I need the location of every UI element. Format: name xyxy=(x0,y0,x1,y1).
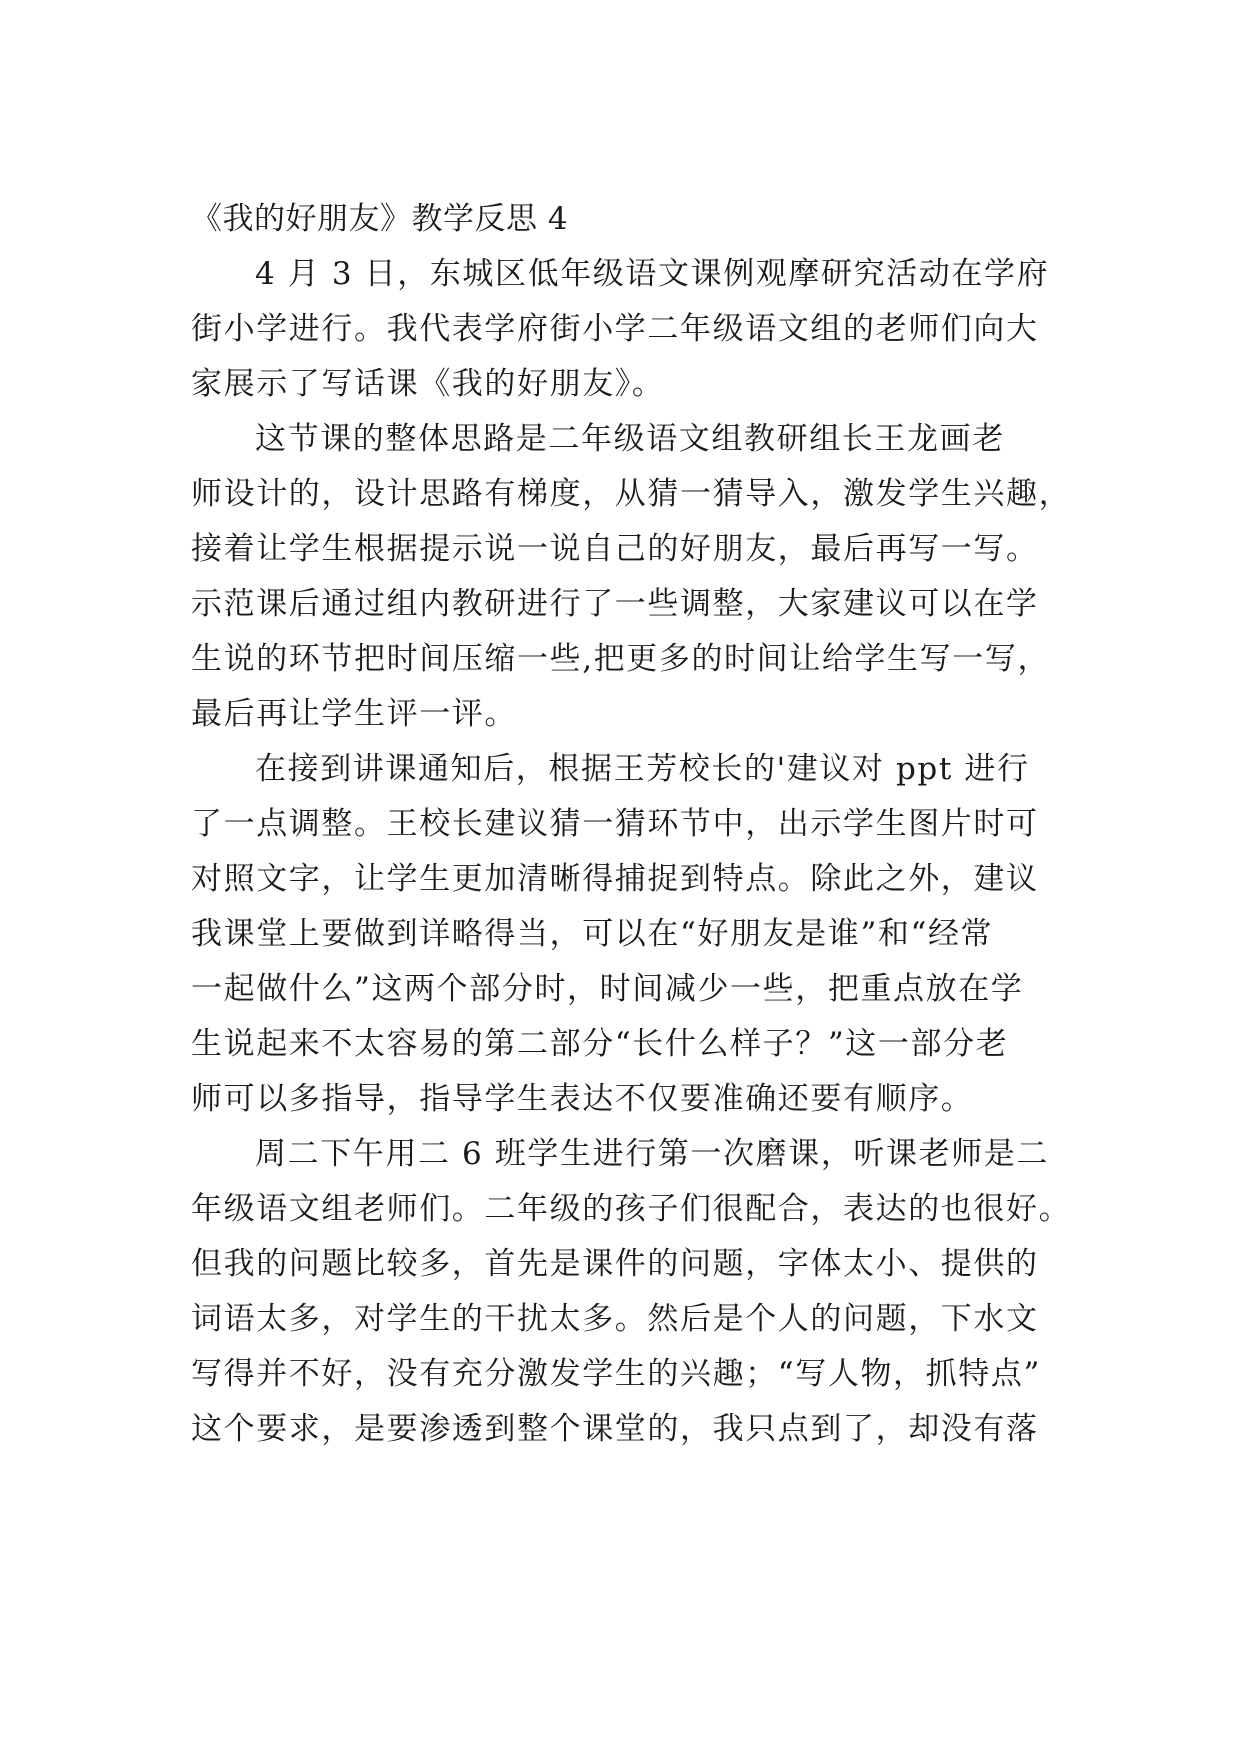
text-line: 4 月 3 日，东城区低年级语文课例观摩研究活动在学府 xyxy=(255,256,1050,292)
paragraph xyxy=(191,247,1071,412)
text-line: 词语太多，对学生的干扰太多。然后是个人的问题，下水文 xyxy=(191,1301,1039,1337)
text-line: 示范课后通过组内教研进行了一些调整，大家建议可以在学 xyxy=(191,586,1039,622)
paragraph xyxy=(191,742,1071,1127)
text-line: 在接到讲课通知后，根据王芳校长的'建议对 ppt 进行 xyxy=(255,751,1030,787)
text-line: 街小学进行。我代表学府街小学二年级语文组的老师们向大 xyxy=(191,311,1039,347)
text-line: 师设计的，设计思路有梯度，从猜一猜导入，激发学生兴趣， xyxy=(191,476,1072,512)
text-line: 我课堂上要做到详略得当，可以在“好朋友是谁”和“经常 xyxy=(191,916,994,952)
text-line: 这个要求，是要渗透到整个课堂的，我只点到了，却没有落 xyxy=(191,1411,1039,1447)
paragraph xyxy=(191,1127,1071,1457)
text-line: 年级语文组老师们。二年级的孩子们很配合，表达的也很好。 xyxy=(191,1191,1072,1227)
text-line: 对照文字，让学生更加清晰得捕捉到特点。除此之外，建议 xyxy=(191,861,1039,897)
text-line: 家展示了写话课《我的好朋友》。 xyxy=(191,366,665,402)
text-line: 一起做什么”这两个部分时，时间减少一些，把重点放在学 xyxy=(191,971,1024,1007)
document-body xyxy=(191,192,1071,1457)
paragraph xyxy=(191,412,1071,742)
text-line: 接着让学生根据提示说一说自己的好朋友，最后再写一写。 xyxy=(191,531,1039,567)
text-line: 了一点调整。王校长建议猜一猜环节中，出示学生图片时可 xyxy=(191,806,1039,842)
text-line: 但我的问题比较多，首先是课件的问题，字体太小、提供的 xyxy=(191,1246,1039,1282)
document-title: 《我的好朋友》教学反思 4 xyxy=(191,201,569,237)
text-line: 生说的环节把时间压缩一些,把更多的时间让给学生写一写， xyxy=(191,641,1051,677)
text-line: 生说起来不太容易的第二部分“长什么样子？”这一部分老 xyxy=(191,1026,1009,1062)
text-line: 最后再让学生评一评。 xyxy=(191,696,517,732)
text-line: 周二下午用二 6 班学生进行第一次磨课，听课老师是二 xyxy=(255,1136,1050,1172)
text-line: 师可以多指导，指导学生表达不仅要准确还要有顺序。 xyxy=(191,1081,974,1117)
text-line: 写得并不好，没有充分激发学生的兴趣；“写人物，抓特点” xyxy=(191,1356,1041,1392)
text-line: 这节课的整体思路是二年级语文组教研组长王龙画老 xyxy=(255,421,1005,457)
